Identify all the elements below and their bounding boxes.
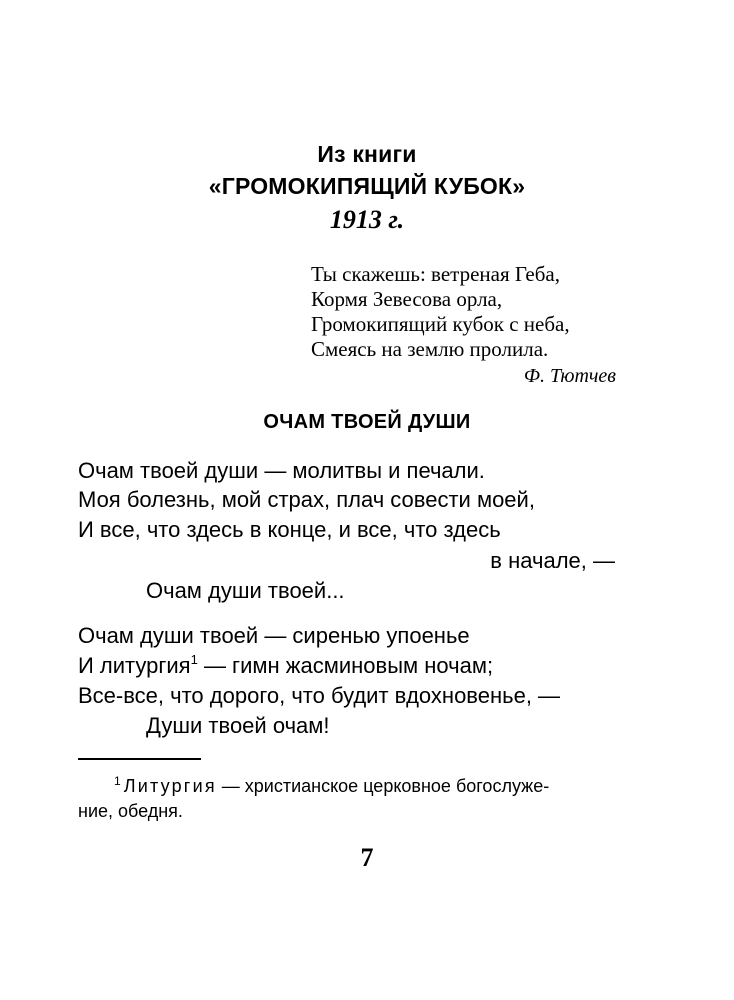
poem-line-text: И литургия xyxy=(78,653,191,678)
footnote-ref: 1 xyxy=(190,652,198,667)
epigraph-line: Кормя Зевесова орла, xyxy=(311,287,503,311)
poem-line-refrain: Очам души твоей... xyxy=(146,578,345,603)
poem-line: Моя болезнь, мой страх, плач совести моей, xyxy=(78,487,535,512)
poem-line xyxy=(78,653,493,679)
epigraph-line: Громокипящий кубок с неба, xyxy=(311,312,570,336)
footnote-text: — христианское церковное богослуже- xyxy=(216,776,550,796)
footnote-term: Литургия xyxy=(123,776,217,796)
poem-line-refrain: Души твоей очам! xyxy=(146,713,330,738)
poem-line-continuation: в начале, — xyxy=(490,548,615,573)
poem-line: И все, что здесь в конце, и все, что здесь xyxy=(78,517,501,542)
epigraph-line: Ты скажешь: ветреная Геба, xyxy=(311,262,561,286)
section-heading-from-book: Из книги xyxy=(317,141,417,167)
footnote-marker: 1 xyxy=(114,774,121,788)
poem-line: Очам души твоей — сиренью упоенье xyxy=(78,623,470,648)
poem-line: Все-все, что дорого, что будит вдохновенье, — xyxy=(78,683,561,708)
book-title: «ГРОМОКИПЯЩИЙ КУБОК» xyxy=(208,173,526,199)
poem-title: ОЧАМ ТВОЕЙ ДУШИ xyxy=(263,411,471,433)
epigraph-author: Ф. Тютчев xyxy=(523,365,616,387)
footnote-line: ние, обедня. xyxy=(78,801,183,821)
poem-line-text: — гимн жасминовым ночам; xyxy=(197,653,494,678)
page-number: 7 xyxy=(360,843,374,872)
epigraph-line: Смеясь на землю пролила. xyxy=(311,337,549,361)
poem-line: Очам твоей души — молитвы и печали. xyxy=(78,458,485,483)
footnote-line xyxy=(114,776,549,797)
footnote-divider xyxy=(78,758,201,760)
book-year: 1913 г. xyxy=(329,205,405,234)
